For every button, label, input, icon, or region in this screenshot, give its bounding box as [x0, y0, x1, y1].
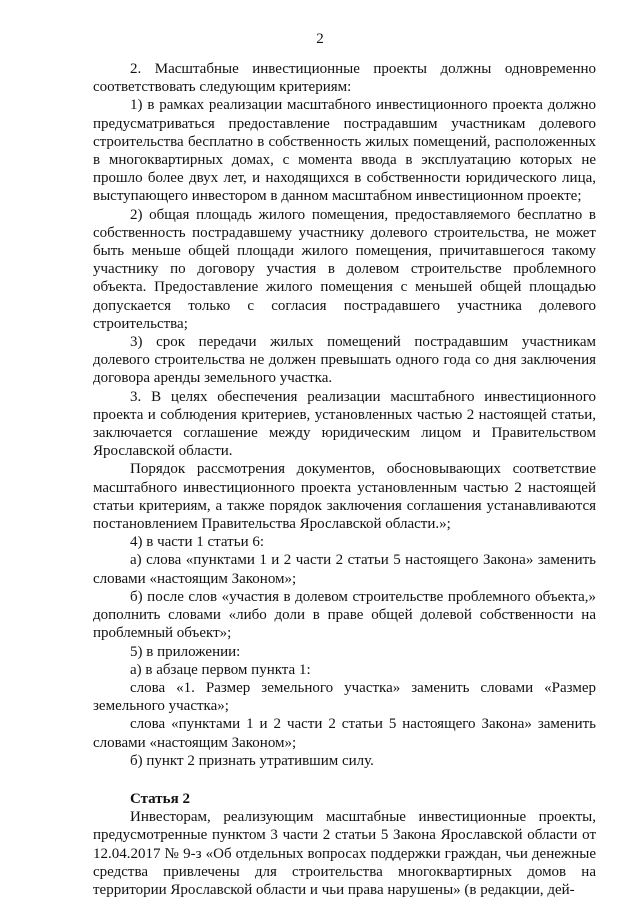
page-number: 2	[316, 31, 324, 47]
paragraph: б) пункт 2 признать утратившим силу.	[130, 752, 374, 769]
paragraph: слова «1. Размер земельного участка» заменить словами «Размер земельного участка»;	[93, 679, 596, 715]
paragraph: 4) в части 1 статьи 6:	[130, 534, 265, 551]
paragraph: 3) срок передачи жилых помещений пострадавшим участникам долевого строительства не должен превышать одного года со дня заключения договора аренды земельного участка.	[93, 334, 596, 387]
paragraph: Инвесторам, реализующим масштабные инвестиционные проекты, предусмотренные пунктом 3 части 2 статьи 5 Закона Ярославской области от 12.04.2017 № 9-з «Об отдельных вопросах поддержки граждан, чьи денежные средства привлечены для строительства многоквартирных домов на территории Ярославской области и чьи права нарушены» (в редакции, дей-	[93, 809, 596, 898]
paragraph: а) в абзаце первом пункта 1:	[130, 661, 311, 678]
paragraph: 2. Масштабные инвестиционные проекты должны одновременно соответствовать следующим критериям:	[93, 61, 596, 96]
document-body	[93, 60, 596, 899]
paragraph: 5) в приложении:	[130, 643, 241, 660]
paragraph: 1) в рамках реализации масштабного инвестиционного проекта должно предусматриваться предоставление пострадавшим участникам долевого строительства бесплатно в собственность жилых помещений, расположенных в многоквартирных домах, с момента ввода в эксплуатацию которых не прошло более двух лет, и находящихся в собственности юридического лица, выступающего инвестором в данном масштабном инвестиционном проекте;	[93, 97, 596, 205]
paragraph: слова «пунктами 1 и 2 части 2 статьи 5 настоящего Закона» заменить словами «настоящим Законом»;	[93, 716, 596, 751]
paragraph: Порядок рассмотрения документов, обосновывающих соответствие масштабного инвестиционного проекта установленным частью 2 настоящей статьи критериям, а также порядок заключения соглашения устанавливаются постановлением Правительства Ярославской области.»;	[93, 461, 596, 533]
paragraph: 2) общая площадь жилого помещения, предоставляемого бесплатно в собственность пострадавшему участнику долевого строительства, не может быть меньше общей площади жилого помещения, причитавшегося такому участнику по договору участия в долевом строительстве проблемного объекта. Предоставление жилого помещения с меньшей общей площадью допускается только с согласия пострадавшего участника долевого строительства;	[93, 206, 596, 332]
paragraph: а) слова «пунктами 1 и 2 части 2 статьи 5 настоящего Закона» заменить словами «настоящим Законом»;	[93, 552, 596, 587]
paragraph: б) после слов «участия в долевом строительстве проблемного объекта,» дополнить словами «либо доли в праве общей долевой собственности на проблемный объект»;	[93, 588, 596, 642]
article-heading: Статья 2	[130, 790, 190, 807]
section-spacer	[93, 770, 596, 790]
paragraph: 3. В целях обеспечения реализации масштабного инвестиционного проекта и соблюдения критериев, установленных частью 2 настоящей статьи, заключается соглашение между юридическим лицом и Правительством Ярославской области.	[93, 388, 596, 460]
